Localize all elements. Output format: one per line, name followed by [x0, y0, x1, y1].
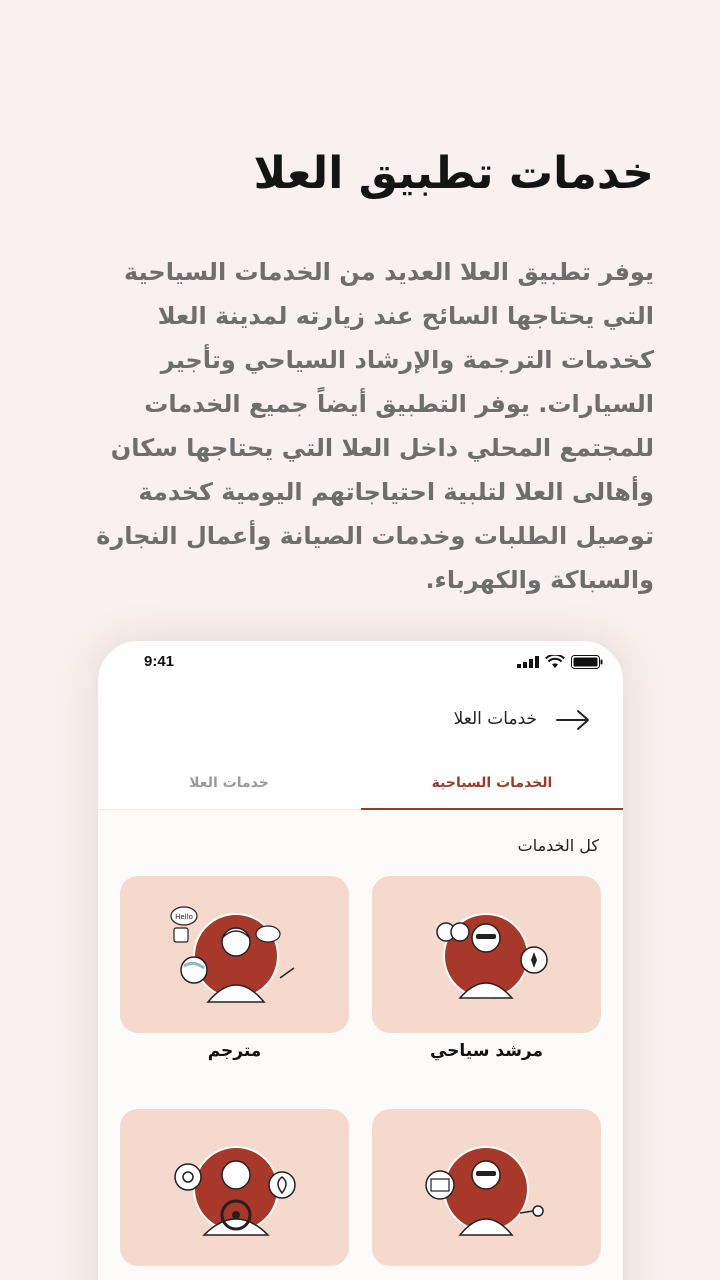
hello-bubble-text: Hello [175, 913, 193, 921]
status-icons [517, 655, 603, 669]
arrow-right-icon[interactable] [555, 709, 591, 731]
service-label-translator: مترجم [207, 1041, 262, 1061]
page-description: يوفر تطبيق العلا العديد من الخدمات السياحية التي يحتاجها السائح عند زيارته لمدينة العلا كخدمات الترجمة والإرشاد السياحي وتأجير السيارات. يوفر التطبيق أيضاً جميع الخدمات للمجتمع المحلي داخل العلا التي يحتاجها سكان وأهالى العلا لتلبية احتياجاتهم اليومية كخدمة توصيل الطلبات وخدمات الصيانة وأعمال النجارة والسباكة والكهرباء. [96, 258, 654, 594]
translator-illustration [164, 898, 304, 1010]
tab-alula-services[interactable]: خدمات العلا [189, 775, 269, 791]
section-title: كل الخدمات [517, 836, 599, 855]
service-label-tour-guide: مرشد سياحي [429, 1041, 544, 1061]
service-card-tour-guide[interactable] [372, 876, 601, 1033]
car-rental-illustration [416, 1131, 556, 1243]
tab-tourism-services[interactable]: الخدمات السياحية [361, 763, 623, 810]
status-time: 9:41 [144, 653, 175, 670]
battery-icon [571, 655, 603, 669]
signal-icon [517, 656, 539, 668]
app-header [98, 701, 623, 741]
service-card-translator[interactable] [120, 876, 349, 1033]
driver-illustration [164, 1131, 304, 1243]
page-headline: خدمات تطبيق العلا [253, 148, 654, 199]
wifi-icon [545, 655, 565, 669]
tour-guide-illustration [416, 898, 556, 1010]
app-title: خدمات العلا [453, 709, 537, 729]
service-card-car-rental[interactable] [372, 1109, 601, 1266]
phone-mockup [98, 641, 623, 1280]
status-bar [98, 641, 623, 685]
service-card-driver[interactable] [120, 1109, 349, 1266]
tab-bar [98, 763, 623, 810]
